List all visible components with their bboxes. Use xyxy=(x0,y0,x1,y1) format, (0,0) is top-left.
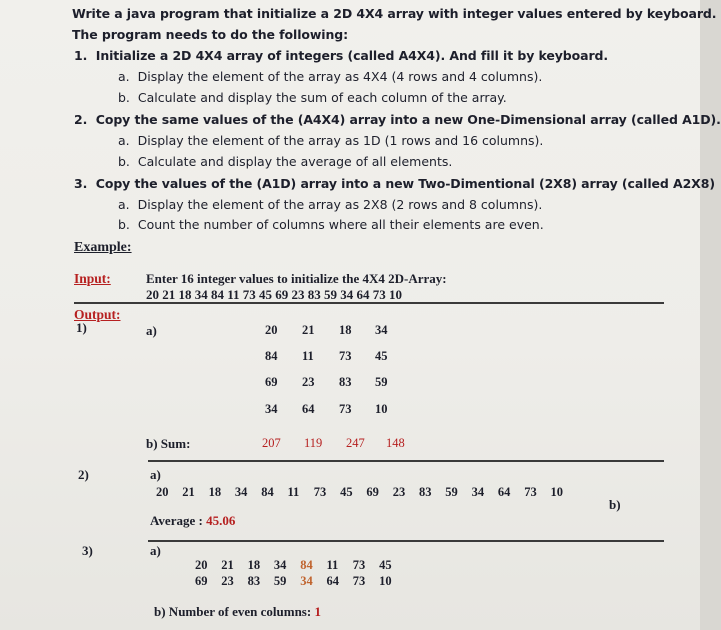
task-3a xyxy=(118,197,542,212)
matrix-cell: 73 xyxy=(339,402,352,416)
task-3b-text: Count the number of columns where all their elements are even. xyxy=(137,217,544,232)
task-3a-letter: a. xyxy=(118,197,130,212)
task-2a-letter: a. xyxy=(118,133,130,148)
array-2x8-cell: 34 xyxy=(273,558,287,572)
array-2x8-cell: 20 xyxy=(195,558,208,572)
section-3-divider xyxy=(148,540,664,542)
task-2b-letter: b. xyxy=(118,154,130,169)
array-1d-cell: 34 xyxy=(234,485,248,499)
array-1d-cell: 20 xyxy=(156,485,169,499)
task-2-new-array-name: A1D xyxy=(682,112,711,127)
matrix-cell: 11 xyxy=(302,349,314,363)
task-1a-letter: a. xyxy=(118,69,130,84)
task-1b-letter: b. xyxy=(118,90,130,105)
array-1d-cell: 34 xyxy=(471,485,485,499)
average-value: 45.06 xyxy=(206,513,236,528)
task-1b-text: Calculate and display the sum of each column of the array. xyxy=(137,90,507,105)
task-3-text: Copy the values of the xyxy=(95,176,257,191)
output-2b-label: b) xyxy=(609,497,621,512)
array-1d-cell: 83 xyxy=(419,485,432,499)
matrix-cell: 84 xyxy=(265,349,278,363)
array-1d-cell: 73 xyxy=(313,485,327,499)
matrix-cell: 10 xyxy=(375,402,388,416)
task-1-text-end: ). And fill it by keyboard. xyxy=(434,48,609,63)
array-1d-cell: 10 xyxy=(550,485,563,499)
output-1-label: 1) xyxy=(76,320,87,335)
output-label: Output: xyxy=(74,307,121,322)
output-3-label: 3) xyxy=(82,543,93,558)
task-2-number: 2. xyxy=(74,112,88,127)
array-2x8-cell: 11 xyxy=(326,558,339,572)
array-2x8-cell: 69 xyxy=(195,574,208,588)
matrix-cell: 69 xyxy=(265,375,278,389)
array-2x8-cell: 84 xyxy=(300,558,313,572)
header-line-2: The program needs to do the following: xyxy=(72,27,349,42)
matrix-cell: 34 xyxy=(265,402,278,416)
array-2x8-cell: 83 xyxy=(247,574,261,588)
task-2-text-end: ). xyxy=(710,112,721,127)
array-2x8-cell: 64 xyxy=(326,574,339,588)
array-1d-cell: 23 xyxy=(392,485,406,499)
task-2a xyxy=(118,133,543,148)
task-3a-text: Display the element of the array as 2X8 (2 rows and 8 columns). xyxy=(137,197,543,212)
task-2-text-mid: array into a new One-Dimensional array (called xyxy=(345,112,683,127)
task-2-text: Copy the same values of the xyxy=(95,112,298,127)
output-2a-label: a) xyxy=(150,467,161,482)
task-1 xyxy=(74,48,608,63)
section-2-divider xyxy=(148,460,664,462)
task-2b-text: Calculate and display the average of all elements. xyxy=(137,154,453,169)
array-2x8-cell: 59 xyxy=(273,574,287,588)
task-2 xyxy=(74,112,721,127)
matrix-cell: 64 xyxy=(302,402,315,416)
task-3-array-name: (A1D) xyxy=(256,176,297,191)
task-3-number: 3. xyxy=(74,176,88,191)
even-columns-line xyxy=(154,604,321,620)
column-sum-cell: 148 xyxy=(386,436,405,450)
array-2x8-cell: 18 xyxy=(247,558,261,572)
even-columns-value: 1 xyxy=(314,604,321,619)
matrix-cell: 21 xyxy=(302,323,315,337)
matrix-cell: 45 xyxy=(375,349,388,363)
array-1d-cell: 11 xyxy=(287,485,300,499)
array-1d-cell: 64 xyxy=(497,485,511,499)
task-3b xyxy=(118,217,544,232)
array-2x8-cell: 34 xyxy=(300,574,313,588)
header-line-1: Write a java program that initialize a 2D 4X4 array with integer values entered by keyboard. xyxy=(72,6,717,21)
task-1b xyxy=(118,90,507,105)
task-1-number: 1. xyxy=(74,48,88,63)
task-3-text-end: ) xyxy=(709,176,715,191)
array-2x8-cell: 23 xyxy=(221,574,234,588)
input-prompt: Enter 16 integer values to initialize the 4X4 2D-Array: xyxy=(146,271,447,286)
array-1d-cell: 84 xyxy=(261,485,274,499)
output-1a-label: a) xyxy=(146,323,157,338)
sum-label: b) Sum: xyxy=(146,436,191,451)
average-line xyxy=(150,513,235,529)
task-2a-text: Display the element of the array as 1D (1 rows and 16 columns). xyxy=(137,133,544,148)
task-1a-text: Display the element of the array as 4X4 (4 rows and 4 columns). xyxy=(137,69,543,84)
matrix-cell: 34 xyxy=(375,323,388,337)
task-1-array-name: A4X4 xyxy=(398,48,435,63)
task-3-text-mid: array into a new Two-Dimentional (2X8) array (called xyxy=(296,176,674,191)
output-2-label: 2) xyxy=(78,467,89,482)
array-1d-cell: 69 xyxy=(366,485,379,499)
array-2x8-cell: 73 xyxy=(352,558,366,572)
array-1d-cell: 18 xyxy=(208,485,222,499)
input-values: 20 21 18 34 84 11 73 45 69 23 83 59 34 64 73 10 xyxy=(146,287,403,302)
array-1d-cell: 59 xyxy=(445,485,458,499)
example-heading: Example: xyxy=(74,240,132,255)
column-sum-cell: 207 xyxy=(262,436,281,450)
column-sum-cell: 119 xyxy=(304,436,323,450)
matrix-cell: 18 xyxy=(339,323,352,337)
output-3a-label: a) xyxy=(150,543,161,558)
task-1-text: Initialize a 2D 4X4 array of integers (called xyxy=(95,48,399,63)
matrix-cell: 73 xyxy=(339,349,352,363)
matrix-cell: 20 xyxy=(265,323,278,337)
task-1a xyxy=(118,69,542,84)
array-2x8-cell: 21 xyxy=(221,558,234,572)
array-1d-cell: 45 xyxy=(340,485,353,499)
matrix-cell: 59 xyxy=(375,375,388,389)
task-2b xyxy=(118,154,452,169)
column-sum-cell: 247 xyxy=(346,436,365,450)
array-2x8-cell: 73 xyxy=(352,574,366,588)
input-label: Input: xyxy=(74,271,111,286)
input-divider xyxy=(74,302,664,304)
matrix-cell: 23 xyxy=(302,375,315,389)
array-2x8-cell: 10 xyxy=(379,574,392,588)
task-3 xyxy=(74,176,715,191)
array-1d-cell: 73 xyxy=(524,485,537,499)
task-2-array-name: (A4X4) xyxy=(297,112,346,127)
even-columns-label: b) Number of even columns: xyxy=(154,604,315,619)
task-3-new-array-name: A2X8 xyxy=(673,176,710,191)
array-1d-cell: 21 xyxy=(182,485,195,499)
average-label: Average : xyxy=(150,513,207,528)
matrix-cell: 83 xyxy=(339,375,352,389)
task-3b-letter: b. xyxy=(118,217,130,232)
array-2x8-cell: 45 xyxy=(379,558,392,572)
